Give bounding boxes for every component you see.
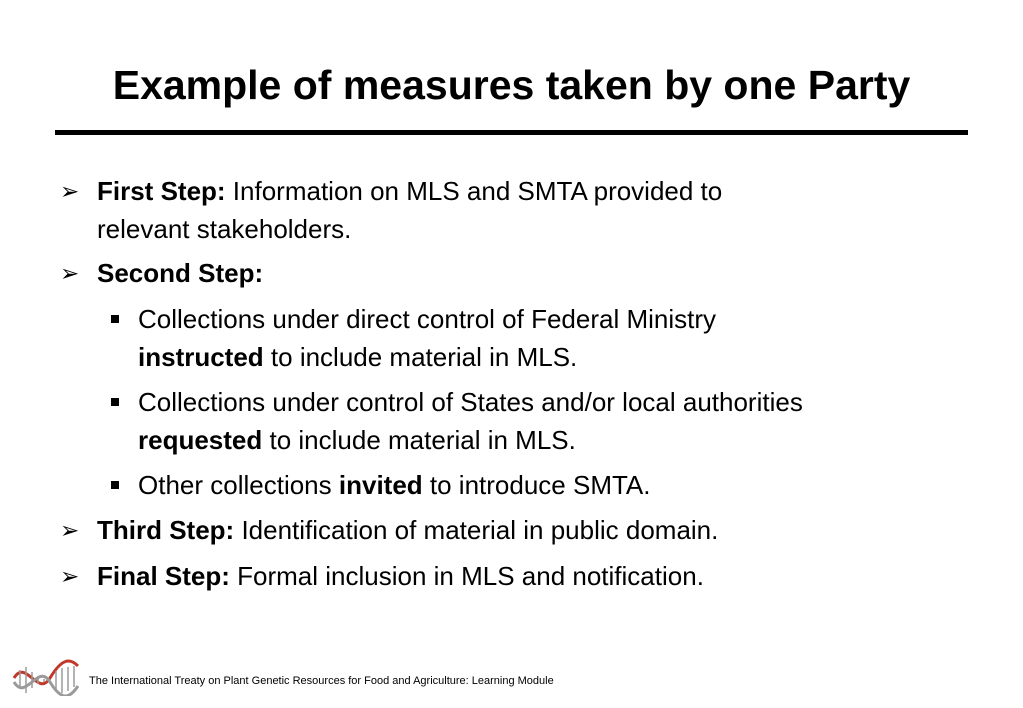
arrow-bullet-icon: ➢ <box>60 563 80 589</box>
arrow-bullet-icon: ➢ <box>60 260 80 286</box>
sub-item-pre: Other collections <box>138 470 339 500</box>
sub-item-other-collections <box>138 466 998 504</box>
step-text: Information on MLS and SMTA provided to <box>225 176 723 206</box>
slide-title: Example of measures taken by one Party <box>112 62 911 108</box>
step-label: Final Step: <box>97 561 230 591</box>
sub-item-federal-ministry <box>138 300 998 376</box>
arrow-bullet-icon: ➢ <box>60 517 80 543</box>
arrow-bullet-icon: ➢ <box>60 178 80 204</box>
sub-item-bold: instructed <box>138 342 264 372</box>
footer-text: The International Treaty on Plant Genetic Resources for Food and Agriculture: Learning Module <box>89 675 554 687</box>
dna-helix-icon <box>12 656 82 696</box>
sub-item-bold: invited <box>338 470 423 500</box>
sub-item-text: Collections under direct control of Federal Ministry <box>138 304 717 334</box>
sub-item-states-local <box>138 383 998 459</box>
sub-item-text: Collections under control of States and/or local authorities <box>138 387 803 417</box>
step-text: Identification of material in public domain. <box>234 515 719 545</box>
square-bullet-icon <box>111 398 119 406</box>
list-item-second-step <box>60 254 957 292</box>
step-label: First Step: <box>97 176 226 206</box>
list-item-final-step <box>60 557 957 595</box>
step-text-continued: relevant stakeholders. <box>97 214 352 244</box>
sub-item-rest: to include material in MLS. <box>263 342 578 372</box>
step-label: Third Step: <box>97 515 235 545</box>
list-item-third-step <box>60 511 957 549</box>
square-bullet-icon <box>111 481 119 489</box>
step-label: Second Step: <box>97 258 264 288</box>
list-item-first-step <box>60 172 957 248</box>
sub-item-rest: to introduce SMTA. <box>422 470 651 500</box>
step-text: Formal inclusion in MLS and notification. <box>229 561 704 591</box>
sub-item-rest: to include material in MLS. <box>262 425 576 455</box>
sub-item-bold: requested <box>138 425 263 455</box>
square-bullet-icon <box>111 315 119 323</box>
